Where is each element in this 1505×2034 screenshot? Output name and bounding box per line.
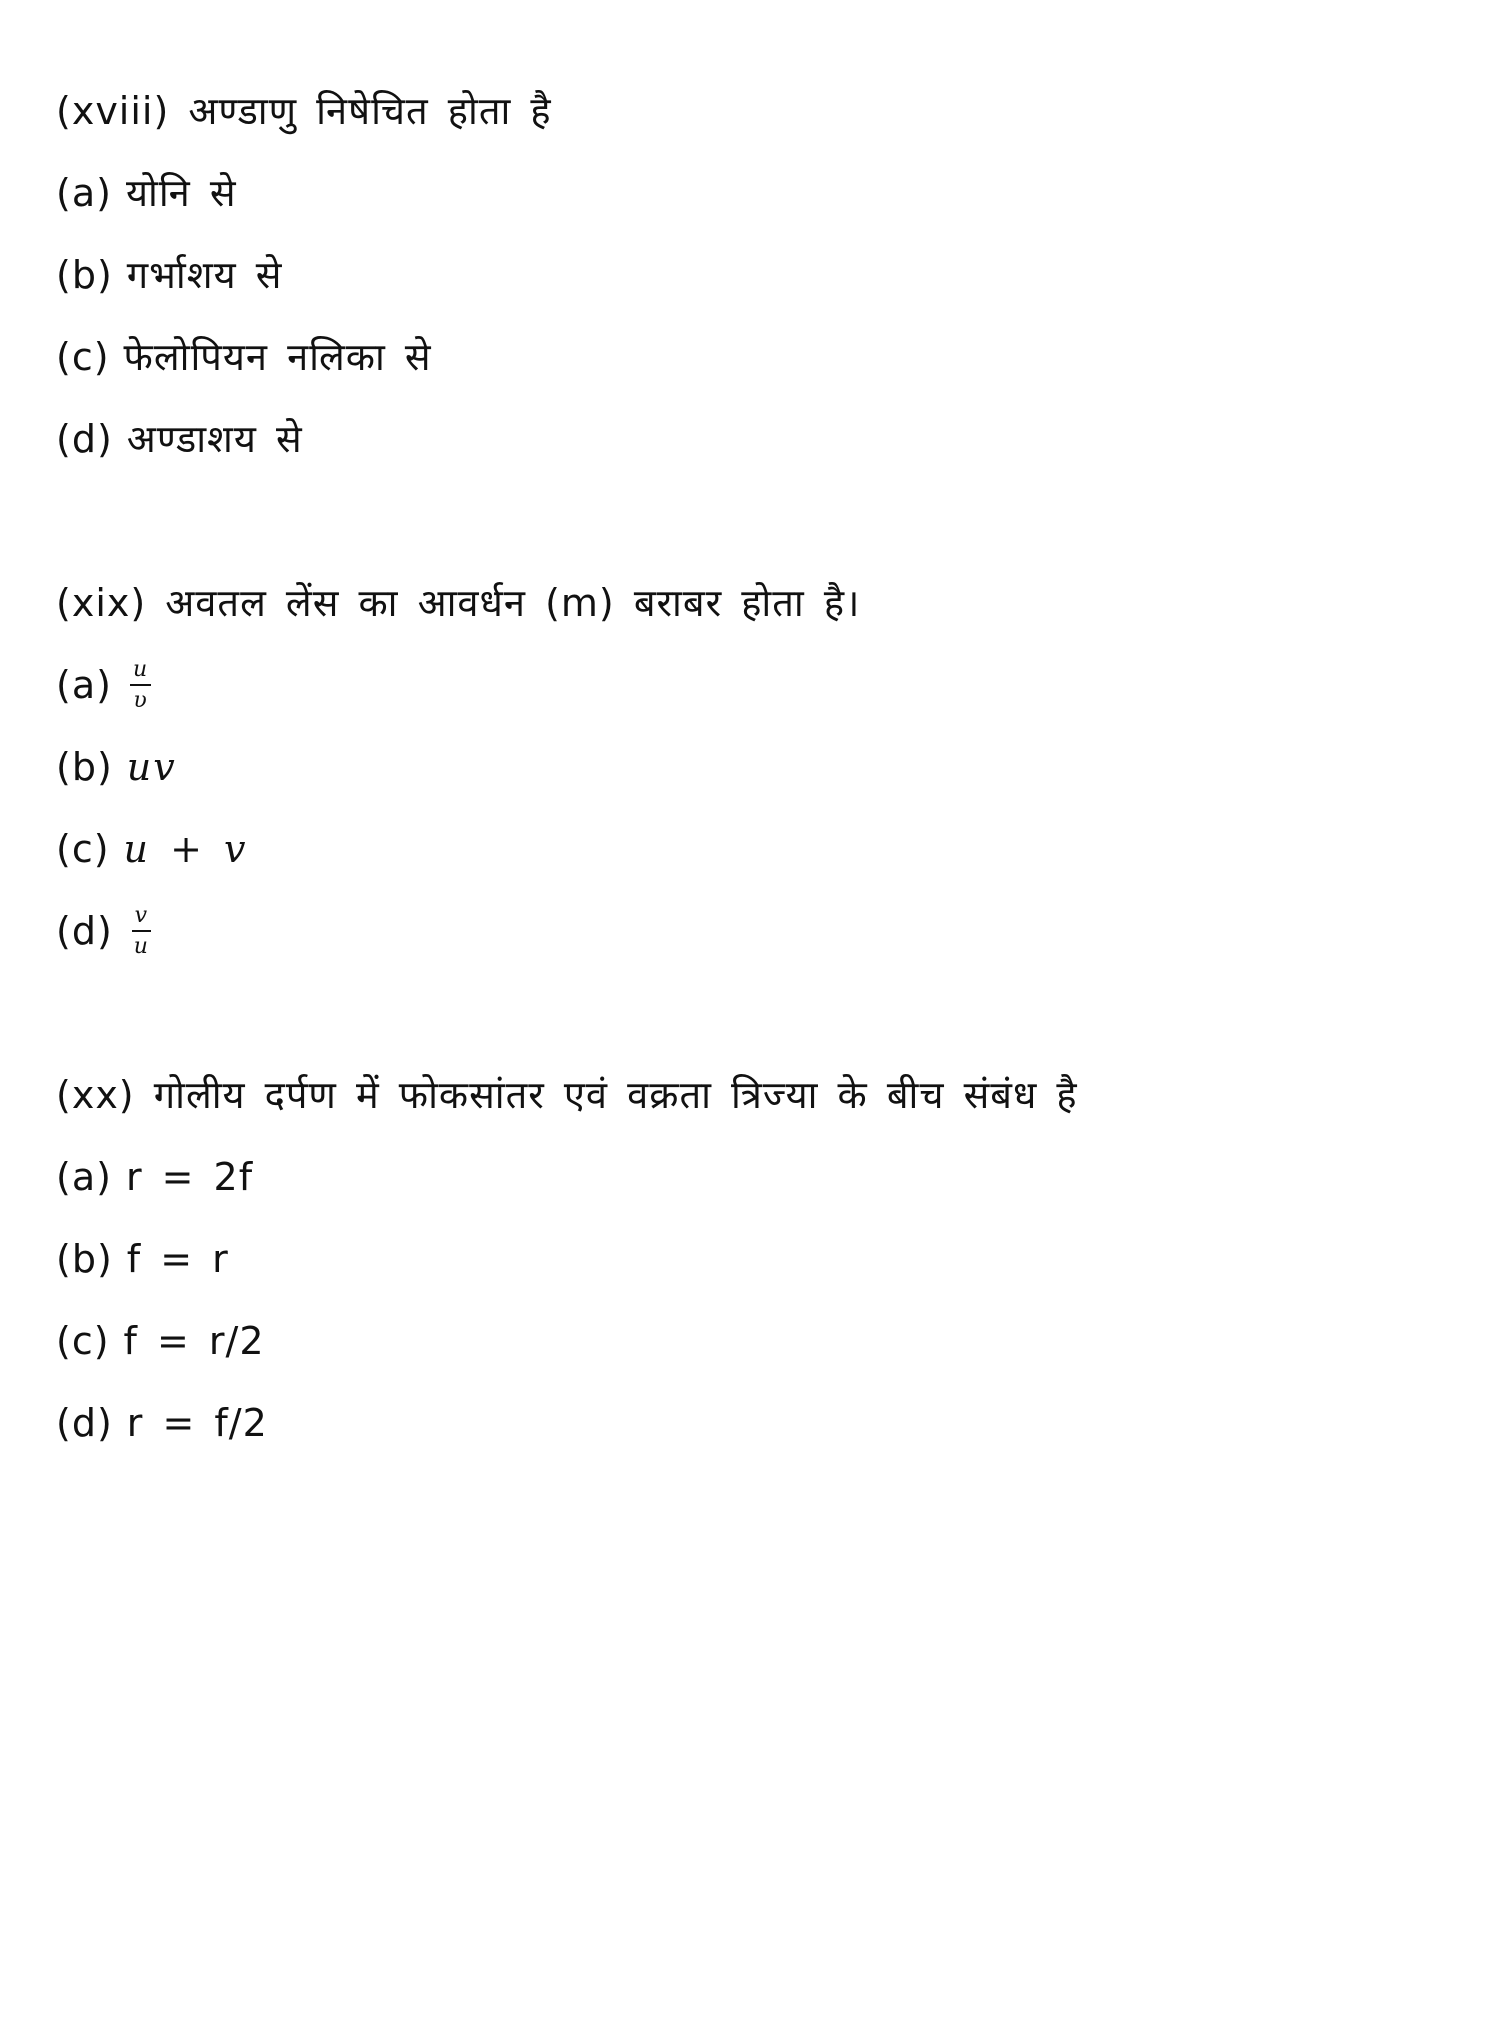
option-label: (c): [56, 335, 110, 379]
option-item: [56, 1382, 1456, 1464]
math-expression: uv: [126, 745, 177, 789]
option-text: अण्डाशय से: [126, 417, 303, 461]
document-page: [56, 70, 1456, 1464]
fraction-numerator: v: [132, 903, 151, 931]
option-text: f = r/2: [123, 1319, 265, 1363]
question-spacer: [56, 480, 1456, 562]
option-item: [56, 152, 1456, 234]
option-label: (a): [56, 171, 112, 215]
option-label: (b): [56, 1237, 113, 1281]
option-label: (c): [56, 827, 110, 871]
question-text: (xix) अवतल लेंस का आवर्धन (m) बराबर होता है।: [56, 581, 861, 625]
option-label: (b): [56, 745, 113, 789]
option-item: [56, 644, 1456, 726]
option-label: (a): [56, 663, 112, 707]
option-text: फेलोपियन नलिका से: [123, 335, 432, 379]
option-label: (d): [56, 417, 113, 461]
fraction-numerator: u: [130, 657, 151, 685]
option-text: गर्भाशय से: [126, 253, 283, 297]
option-item: [56, 808, 1456, 890]
math-expression: u + v: [123, 827, 248, 871]
question-stem: [56, 70, 1456, 152]
question-stem: [56, 1054, 1456, 1136]
option-item: [56, 234, 1456, 316]
option-label: (d): [56, 1401, 113, 1445]
option-text: r = 2f: [125, 1155, 254, 1199]
option-label: (a): [56, 1155, 112, 1199]
option-text: f = r: [126, 1237, 229, 1281]
question-text: (xx) गोलीय दर्पण में फोकसांतर एवं वक्रता त्रिज्या के बीच संबंध है: [56, 1073, 1078, 1117]
question-stem: [56, 562, 1456, 644]
fraction: [131, 903, 152, 959]
option-label: (b): [56, 253, 113, 297]
option-item: [56, 726, 1456, 808]
fraction-denominator: u: [133, 933, 149, 959]
option-item: [56, 1136, 1456, 1218]
option-item: [56, 316, 1456, 398]
question-spacer: [56, 972, 1456, 1054]
option-label: (c): [56, 1319, 110, 1363]
option-text: r = f/2: [126, 1401, 268, 1445]
option-item: [56, 890, 1456, 972]
option-label: (d): [56, 909, 113, 953]
fraction-denominator: υ: [133, 687, 148, 713]
question-text: (xviii) अण्डाणु निषेचित होता है: [56, 89, 552, 133]
option-item: [56, 398, 1456, 480]
option-item: [56, 1300, 1456, 1382]
fraction: [130, 657, 151, 713]
option-text: योनि से: [125, 171, 237, 215]
option-item: [56, 1218, 1456, 1300]
